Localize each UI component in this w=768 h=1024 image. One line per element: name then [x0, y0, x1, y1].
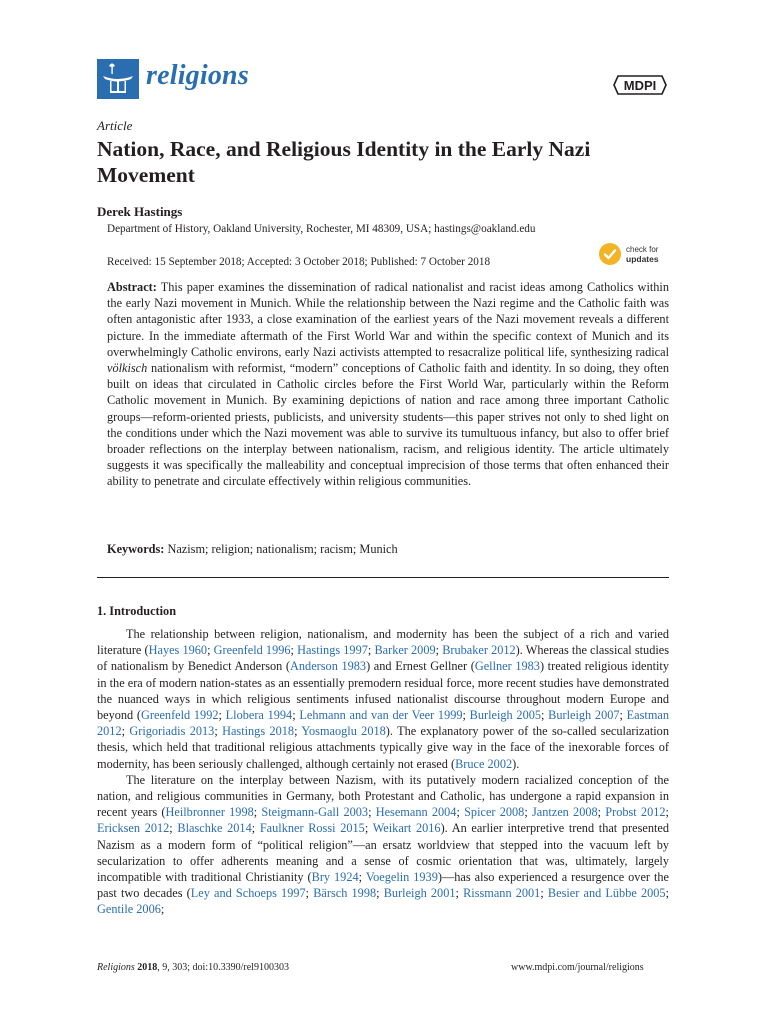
citation-link[interactable]: Probst 2012	[605, 805, 666, 820]
updates-label: updates	[626, 254, 659, 264]
text: ;	[121, 724, 130, 739]
text: ;	[665, 805, 669, 820]
paragraph	[97, 626, 669, 772]
text: ;	[619, 708, 627, 723]
text: ;	[435, 643, 443, 658]
publication-dates: Received: 15 September 2018; Accepted: 3 October 2018; Published: 7 October 2018	[107, 256, 491, 268]
author-affiliation: Department of History, Oakland University, Rochester, MI 48309, USA; hastings@oakland.edu	[107, 223, 536, 235]
abstract-text: This paper examines the dissemination of radical nationalist and racist ideas among Catholics within the early Nazi movement in Munich. While the relationship between the Nazi regime and the Catholic faith was often antagonistic after 1933, a close examination of the earliest years of the Nazi movement reveals a different picture. In the immediate aftermath of the First World War and within the specific context of Munich and its overwhelmingly Catholic environs, early Nazi activists attempted to resacralize political life, synthesizing radical	[107, 280, 669, 359]
text: ).	[512, 756, 520, 771]
text: The literature on the interplay between Nazism, with its putatively modern racialized conception of the nation, and religious communities in Germany, both Protestant and Catholic, has undergone a rapid expansion in recent years (	[97, 772, 669, 820]
citation-link[interactable]: Lehmann and van der Veer 1999	[299, 708, 463, 723]
text: ;	[541, 708, 549, 723]
abstract-label: Abstract:	[107, 280, 157, 294]
text: ;	[368, 805, 376, 820]
text: ;	[376, 886, 384, 901]
citation-link[interactable]: Hastings 1997	[297, 643, 368, 658]
text: ;	[214, 724, 223, 739]
check-for-label: check for	[626, 245, 659, 254]
citation-link[interactable]: Voegelin 1939	[365, 870, 438, 885]
footer-citation	[97, 962, 289, 973]
divider	[97, 577, 669, 578]
citation-link[interactable]: Hesemann 2004	[375, 805, 457, 820]
abstract	[107, 279, 669, 490]
citation-link[interactable]: Hayes 1960	[148, 643, 208, 658]
citation-link[interactable]: Steigmann-Gall 2003	[261, 805, 369, 820]
keywords-label: Keywords:	[107, 542, 165, 556]
text: ;	[160, 902, 165, 917]
citation-link[interactable]: Heilbronner 1998	[165, 805, 254, 820]
publisher-name: MDPI	[623, 78, 657, 93]
citation-link[interactable]: Bruce 2002	[455, 756, 513, 771]
footer-journal: Religions	[97, 962, 135, 973]
citation-link[interactable]: Faulkner Rossi 2015	[259, 821, 365, 836]
text: ;	[292, 708, 300, 723]
article-title: Nation, Race, and Religious Identity in the Early Nazi Movement	[97, 137, 591, 187]
footer-year: 2018	[137, 962, 158, 973]
citation-link[interactable]: Burleigh 2001	[383, 886, 456, 901]
text: ;	[251, 821, 260, 836]
citation-link[interactable]: Spicer 2008	[464, 805, 525, 820]
author-name: Derek Hastings	[97, 204, 183, 219]
text: ). The explanatory power of the so-called secularization thesis, which held that traditional religious attachments typically give way in the face of the inexorable forces of modernity, has been seriously challenged, although certainly not erased (	[97, 724, 669, 771]
mdpi-logo-icon	[612, 70, 668, 100]
text: ). An earlier interpretive trend that presented Nazism as a modern form of “political religion”—an ersatz worldview that stepped into the vacuum left by secularization to offer adherents meaning and a sense of cosmic orientation that was, ultimately, largely incompatible with traditional Christianity (	[97, 821, 669, 885]
citation-link[interactable]: Hastings 2018	[222, 724, 295, 739]
text: ;	[367, 643, 375, 658]
citation-link[interactable]: Bärsch 1998	[313, 886, 377, 901]
text: ;	[169, 821, 178, 836]
keywords-text: Nazism; religion; nationalism; racism; Munich	[164, 542, 398, 556]
text: The relationship between religion, nationalism, and modernity has been the subject of a rich and varied literature (	[97, 627, 669, 658]
citation-link[interactable]: Gellner 1983	[474, 659, 540, 674]
text: ) and Ernest Gellner (	[366, 659, 475, 674]
text: ;	[455, 886, 464, 901]
text: ;	[540, 886, 548, 901]
check-icon	[599, 243, 621, 265]
paragraph	[97, 772, 669, 918]
citation-link[interactable]: Rissmann 2001	[463, 886, 541, 901]
citation-link[interactable]: Ericksen 2012	[97, 821, 170, 836]
citation-link[interactable]: Greenfeld 1992	[141, 708, 219, 723]
citation-link[interactable]: Blaschke 2014	[177, 821, 252, 836]
citation-link[interactable]: Greenfeld 1996	[213, 643, 291, 658]
text: ;	[253, 805, 262, 820]
footer-url-link[interactable]: www.mdpi.com/journal/religions	[511, 962, 644, 973]
abstract-italic-term: völkisch	[107, 361, 148, 376]
keywords	[107, 542, 398, 557]
citation-link[interactable]: Yosmaoglu 2018	[301, 724, 386, 739]
citation-link[interactable]: Barker 2009	[374, 643, 436, 658]
section-heading: 1. Introduction	[97, 604, 177, 618]
citation-link[interactable]: Eastman 2012	[97, 708, 670, 739]
citation-link[interactable]: Gentile 2006	[97, 902, 161, 917]
citation-link[interactable]: Bry 1924	[311, 870, 359, 885]
text: ). Whereas the classical studies of nationalism by Benedict Anderson (	[97, 643, 669, 674]
check-for-updates-button[interactable]	[599, 243, 671, 269]
text: ;	[218, 708, 226, 723]
text: ;	[462, 708, 470, 723]
citation-link[interactable]: Brubaker 2012	[442, 643, 516, 658]
body-text	[97, 626, 669, 918]
abstract-text: nationalism with reformist, “modern” conceptions of Catholic faith and identity. In so doing, they often built on ideas that circulated in Catholic circles before the First World War, particularly within the Reform Catholic movement in Munich. By examining depictions of nation and race among three important Catholic groups—reform-oriented priests, publicists, and university students—this paper strives not only to shed light on the conditions under which the Nazi movement was able to survive its tumultuous infancy, but also to offer brief broader reflections on the interplay between nationalism, racism, and religious identity. The article ultimately suggests it was specifically the malleability and conceptual imprecision of those terms that often enhanced their ability to penetrate and circulate effectively within religious communities.	[107, 361, 669, 489]
text: ;	[207, 643, 214, 658]
text: ;	[294, 724, 302, 739]
text: ;	[665, 886, 669, 901]
text: ;	[358, 870, 366, 885]
citation-link[interactable]: Burleigh 2007	[548, 708, 620, 723]
text: ) treated religious identity in the era of modern nation-states as an essentially premodern residual force, more recent studies have demonstrated the nuanced ways in which religious sentiments infused nationalist discourse throughout modern Europe and beyond (	[97, 659, 670, 723]
citation-link[interactable]: Ley and Schoeps 1997	[190, 886, 306, 901]
text: ;	[305, 886, 314, 901]
footer-doi: , 9, 303; doi:10.3390/rel9100303	[157, 962, 289, 973]
text: )—has also experienced a resurgence over the past two decades (	[97, 870, 669, 901]
citation-link[interactable]: Jantzen 2008	[531, 805, 598, 820]
article-type: Article	[97, 118, 133, 133]
text: ;	[524, 805, 532, 820]
citation-link[interactable]: Grigoriadis 2013	[129, 724, 215, 739]
citation-link[interactable]: Besier and Lübbe 2005	[547, 886, 666, 901]
citation-link[interactable]: Anderson 1983	[290, 659, 367, 674]
text: ;	[290, 643, 298, 658]
citation-link[interactable]: Llobera 1994	[225, 708, 293, 723]
journal-name: religions	[146, 60, 249, 91]
text: ;	[456, 805, 465, 820]
citation-link[interactable]: Weikart 2016	[372, 821, 441, 836]
text: ;	[597, 805, 606, 820]
citation-link[interactable]: Burleigh 2005	[469, 708, 542, 723]
journal-logo-icon	[97, 59, 139, 99]
text: ;	[364, 821, 373, 836]
